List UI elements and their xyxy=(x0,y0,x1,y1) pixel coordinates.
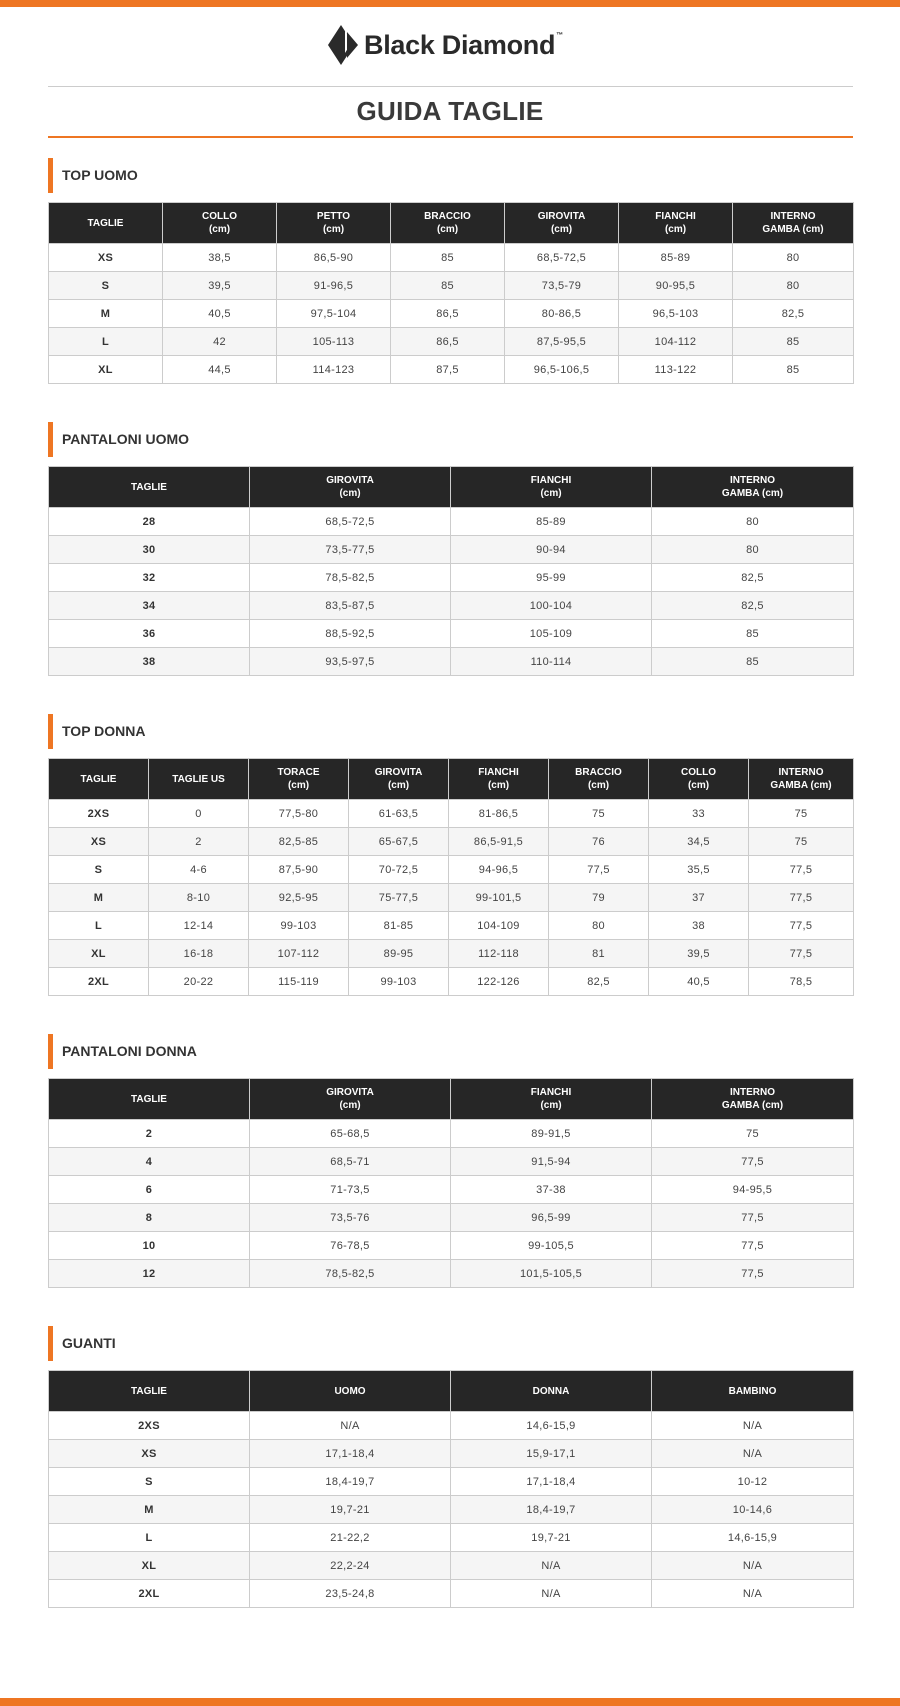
value-cell: 73,5-76 xyxy=(250,1204,451,1232)
table-row xyxy=(49,1232,854,1260)
table-row xyxy=(49,356,854,384)
value-cell: 90-95,5 xyxy=(619,272,733,300)
column-header xyxy=(49,1079,250,1120)
table-row xyxy=(49,1496,854,1524)
column-header-label: TORACE xyxy=(277,767,320,778)
column-header-label: GIROVITA xyxy=(326,475,374,486)
column-header xyxy=(619,203,733,244)
column-header xyxy=(505,203,619,244)
size-cell: S xyxy=(49,856,149,884)
column-header xyxy=(250,467,451,508)
column-header-label: FIANCHI xyxy=(655,211,696,222)
value-cell: 99-101,5 xyxy=(449,884,549,912)
value-cell: 78,5-82,5 xyxy=(250,564,451,592)
value-cell: 80 xyxy=(652,536,854,564)
size-cell: M xyxy=(49,300,163,328)
value-cell: 101,5-105,5 xyxy=(451,1260,652,1288)
column-header-label: BRACCIO xyxy=(575,767,622,778)
value-cell: 95-99 xyxy=(451,564,652,592)
size-table-guanti xyxy=(48,1370,854,1608)
brand-logo xyxy=(328,24,563,66)
column-header-unit: (cm) xyxy=(322,224,345,235)
table-row xyxy=(49,592,854,620)
table-row xyxy=(49,1468,854,1496)
value-cell: 73,5-79 xyxy=(505,272,619,300)
value-cell: 81 xyxy=(549,940,649,968)
column-header-unit: GAMBA (cm) xyxy=(762,224,824,235)
value-cell: 105-113 xyxy=(277,328,391,356)
value-cell: 14,6-15,9 xyxy=(652,1524,854,1552)
value-cell: N/A xyxy=(652,1580,854,1608)
column-header-unit: (cm) xyxy=(540,1100,562,1111)
column-header-label: FIANCHI xyxy=(478,767,519,778)
value-cell: N/A xyxy=(451,1580,652,1608)
size-cell: M xyxy=(49,1496,250,1524)
value-cell: 23,5-24,8 xyxy=(250,1580,451,1608)
value-cell: 107-112 xyxy=(249,940,349,968)
column-header xyxy=(652,467,854,508)
table-row xyxy=(49,912,854,940)
size-cell: 34 xyxy=(49,592,250,620)
size-cell: S xyxy=(49,1468,250,1496)
value-cell: N/A xyxy=(652,1440,854,1468)
table-row xyxy=(49,648,854,676)
column-header-label: DONNA xyxy=(532,1385,570,1397)
value-cell: N/A xyxy=(250,1412,451,1440)
top-accent-bar xyxy=(0,0,900,7)
value-cell: 4-6 xyxy=(149,856,249,884)
table-row xyxy=(49,536,854,564)
column-header-label: FIANCHI xyxy=(530,1087,572,1098)
value-cell: 77,5 xyxy=(652,1204,854,1232)
section-title-pantaloni-donna: PANTALONI DONNA xyxy=(48,1034,197,1069)
value-cell: 96,5-103 xyxy=(619,300,733,328)
title-underline xyxy=(48,136,853,138)
value-cell: 73,5-77,5 xyxy=(250,536,451,564)
value-cell: 77,5 xyxy=(652,1260,854,1288)
value-cell: 68,5-72,5 xyxy=(250,508,451,536)
column-header-unit: (cm) xyxy=(587,780,610,791)
value-cell: 33 xyxy=(649,800,749,828)
value-cell: N/A xyxy=(652,1412,854,1440)
value-cell: 122-126 xyxy=(449,968,549,996)
value-cell: 17,1-18,4 xyxy=(250,1440,451,1468)
value-cell: 75 xyxy=(652,1120,854,1148)
section-title-top-donna: TOP DONNA xyxy=(48,714,146,749)
value-cell: 113-122 xyxy=(619,356,733,384)
column-header xyxy=(649,759,749,800)
value-cell: N/A xyxy=(451,1552,652,1580)
value-cell: 97,5-104 xyxy=(277,300,391,328)
column-header-unit: (cm) xyxy=(287,780,310,791)
column-header xyxy=(249,759,349,800)
table-row xyxy=(49,940,854,968)
value-cell: 115-119 xyxy=(249,968,349,996)
diamond-logo-icon xyxy=(328,25,358,65)
column-header-label: GIROVITA xyxy=(537,211,586,222)
value-cell: 35,5 xyxy=(649,856,749,884)
column-header-unit: (cm) xyxy=(339,1100,361,1111)
table-row xyxy=(49,1412,854,1440)
size-cell: XS xyxy=(49,1440,250,1468)
value-cell: 76 xyxy=(549,828,649,856)
column-header xyxy=(49,1371,250,1412)
column-header-unit: GAMBA (cm) xyxy=(721,488,784,499)
size-table-pantaloni-donna xyxy=(48,1078,854,1288)
column-header xyxy=(163,203,277,244)
value-cell: 80 xyxy=(733,244,854,272)
header-divider xyxy=(48,86,853,87)
value-cell: 83,5-87,5 xyxy=(250,592,451,620)
table-header-row xyxy=(49,467,854,508)
column-header xyxy=(549,759,649,800)
column-header-label: BAMBINO xyxy=(728,1385,777,1397)
column-header-unit: (cm) xyxy=(687,780,710,791)
size-cell: M xyxy=(49,884,149,912)
size-cell: 30 xyxy=(49,536,250,564)
value-cell: 40,5 xyxy=(163,300,277,328)
value-cell: 39,5 xyxy=(649,940,749,968)
column-header xyxy=(49,759,149,800)
value-cell: 99-105,5 xyxy=(451,1232,652,1260)
value-cell: 19,7-21 xyxy=(451,1524,652,1552)
value-cell: 85 xyxy=(733,356,854,384)
value-cell: 44,5 xyxy=(163,356,277,384)
value-cell: 75 xyxy=(749,828,854,856)
value-cell: 71-73,5 xyxy=(250,1176,451,1204)
column-header xyxy=(250,1371,451,1412)
value-cell: 77,5 xyxy=(749,940,854,968)
value-cell: 93,5-97,5 xyxy=(250,648,451,676)
value-cell: N/A xyxy=(652,1552,854,1580)
column-header xyxy=(733,203,854,244)
value-cell: 85 xyxy=(391,244,505,272)
value-cell: 91,5-94 xyxy=(451,1148,652,1176)
value-cell: 10-14,6 xyxy=(652,1496,854,1524)
column-header xyxy=(250,1079,451,1120)
table-row xyxy=(49,856,854,884)
column-header-label: INTERNO xyxy=(730,475,775,486)
value-cell: 94-95,5 xyxy=(652,1176,854,1204)
column-header-unit: (cm) xyxy=(550,224,573,235)
column-header-label: COLLO xyxy=(681,767,716,778)
value-cell: 65-68,5 xyxy=(250,1120,451,1148)
value-cell: 0 xyxy=(149,800,249,828)
value-cell: 37-38 xyxy=(451,1176,652,1204)
table-row xyxy=(49,1552,854,1580)
value-cell: 104-112 xyxy=(619,328,733,356)
table-header-row xyxy=(49,759,854,800)
value-cell: 104-109 xyxy=(449,912,549,940)
size-cell: 36 xyxy=(49,620,250,648)
value-cell: 96,5-99 xyxy=(451,1204,652,1232)
value-cell: 91-96,5 xyxy=(277,272,391,300)
column-header xyxy=(451,1079,652,1120)
size-cell: L xyxy=(49,328,163,356)
value-cell: 80 xyxy=(652,508,854,536)
column-header-label: BRACCIO xyxy=(424,211,471,222)
value-cell: 85 xyxy=(652,648,854,676)
column-header-label: FIANCHI xyxy=(530,475,572,486)
value-cell: 96,5-106,5 xyxy=(505,356,619,384)
section-title-pantaloni-uomo: PANTALONI UOMO xyxy=(48,422,189,457)
column-header-label: TAGLIE xyxy=(131,1385,167,1397)
value-cell: 12-14 xyxy=(149,912,249,940)
value-cell: 77,5-80 xyxy=(249,800,349,828)
value-cell: 75-77,5 xyxy=(349,884,449,912)
size-cell: XL xyxy=(49,940,149,968)
value-cell: 82,5-85 xyxy=(249,828,349,856)
table-row xyxy=(49,828,854,856)
value-cell: 16-18 xyxy=(149,940,249,968)
size-cell: 2XL xyxy=(49,1580,250,1608)
value-cell: 39,5 xyxy=(163,272,277,300)
column-header-unit: (cm) xyxy=(664,224,687,235)
value-cell: 77,5 xyxy=(652,1232,854,1260)
column-header xyxy=(749,759,854,800)
value-cell: 37 xyxy=(649,884,749,912)
column-header-unit: (cm) xyxy=(436,224,459,235)
value-cell: 92,5-95 xyxy=(249,884,349,912)
value-cell: 85 xyxy=(652,620,854,648)
value-cell: 38,5 xyxy=(163,244,277,272)
column-header-unit: (cm) xyxy=(387,780,410,791)
table-header-row xyxy=(49,1079,854,1120)
value-cell: 17,1-18,4 xyxy=(451,1468,652,1496)
column-header xyxy=(451,1371,652,1412)
column-header-label: TAGLIE US xyxy=(172,773,225,785)
table-header-row xyxy=(49,1371,854,1412)
value-cell: 18,4-19,7 xyxy=(250,1468,451,1496)
value-cell: 76-78,5 xyxy=(250,1232,451,1260)
column-header-label: PETTO xyxy=(316,211,351,222)
value-cell: 112-118 xyxy=(449,940,549,968)
column-header-unit: (cm) xyxy=(208,224,231,235)
section-title-top-uomo: TOP UOMO xyxy=(48,158,138,193)
value-cell: 18,4-19,7 xyxy=(451,1496,652,1524)
value-cell: 114-123 xyxy=(277,356,391,384)
value-cell: 78,5-82,5 xyxy=(250,1260,451,1288)
value-cell: 15,9-17,1 xyxy=(451,1440,652,1468)
value-cell: 86,5-91,5 xyxy=(449,828,549,856)
value-cell: 78,5 xyxy=(749,968,854,996)
column-header-unit: (cm) xyxy=(540,488,562,499)
size-cell: 10 xyxy=(49,1232,250,1260)
value-cell: 8-10 xyxy=(149,884,249,912)
value-cell: 82,5 xyxy=(652,564,854,592)
table-row xyxy=(49,1524,854,1552)
column-header-unit: (cm) xyxy=(339,488,361,499)
value-cell: 110-114 xyxy=(451,648,652,676)
value-cell: 20-22 xyxy=(149,968,249,996)
table-header-row xyxy=(49,203,854,244)
value-cell: 89-91,5 xyxy=(451,1120,652,1148)
column-header xyxy=(451,467,652,508)
table-row xyxy=(49,508,854,536)
column-header xyxy=(449,759,549,800)
value-cell: 86,5 xyxy=(391,300,505,328)
size-cell: XS xyxy=(49,828,149,856)
value-cell: 90-94 xyxy=(451,536,652,564)
table-row xyxy=(49,328,854,356)
value-cell: 68,5-72,5 xyxy=(505,244,619,272)
column-header-label: INTERNO xyxy=(770,211,816,222)
column-header-label: COLLO xyxy=(202,211,237,222)
value-cell: 77,5 xyxy=(549,856,649,884)
size-cell: 8 xyxy=(49,1204,250,1232)
value-cell: 77,5 xyxy=(749,884,854,912)
value-cell: 77,5 xyxy=(652,1148,854,1176)
value-cell: 85-89 xyxy=(619,244,733,272)
value-cell: 85-89 xyxy=(451,508,652,536)
table-row xyxy=(49,300,854,328)
value-cell: 42 xyxy=(163,328,277,356)
value-cell: 68,5-71 xyxy=(250,1148,451,1176)
value-cell: 87,5 xyxy=(391,356,505,384)
value-cell: 77,5 xyxy=(749,912,854,940)
column-header-label: INTERNO xyxy=(730,1087,775,1098)
table-row xyxy=(49,1176,854,1204)
column-header-unit: GAMBA (cm) xyxy=(770,780,832,791)
value-cell: 75 xyxy=(749,800,854,828)
column-header-unit: (cm) xyxy=(487,780,510,791)
value-cell: 80 xyxy=(549,912,649,940)
value-cell: 85 xyxy=(733,328,854,356)
size-cell: 2XS xyxy=(49,800,149,828)
value-cell: 81-85 xyxy=(349,912,449,940)
value-cell: 82,5 xyxy=(733,300,854,328)
column-header xyxy=(391,203,505,244)
value-cell: 22,2-24 xyxy=(250,1552,451,1580)
size-cell: XL xyxy=(49,356,163,384)
size-table-top-uomo xyxy=(48,202,854,384)
column-header xyxy=(652,1371,854,1412)
value-cell: 105-109 xyxy=(451,620,652,648)
value-cell: 40,5 xyxy=(649,968,749,996)
size-cell: 32 xyxy=(49,564,250,592)
value-cell: 34,5 xyxy=(649,828,749,856)
table-row xyxy=(49,968,854,996)
value-cell: 38 xyxy=(649,912,749,940)
column-header-label: GIROVITA xyxy=(326,1087,374,1098)
table-row xyxy=(49,1260,854,1288)
table-row xyxy=(49,1204,854,1232)
column-header-label: GIROVITA xyxy=(374,767,423,778)
value-cell: 14,6-15,9 xyxy=(451,1412,652,1440)
column-header xyxy=(277,203,391,244)
column-header-label: TAGLIE xyxy=(80,773,117,785)
value-cell: 99-103 xyxy=(349,968,449,996)
table-row xyxy=(49,1580,854,1608)
size-cell: L xyxy=(49,912,149,940)
page-title: GUIDA TAGLIE xyxy=(356,96,544,126)
value-cell: 80-86,5 xyxy=(505,300,619,328)
size-table-pantaloni-uomo xyxy=(48,466,854,676)
value-cell: 81-86,5 xyxy=(449,800,549,828)
value-cell: 94-96,5 xyxy=(449,856,549,884)
value-cell: 100-104 xyxy=(451,592,652,620)
value-cell: 10-12 xyxy=(652,1468,854,1496)
value-cell: 85 xyxy=(391,272,505,300)
table-row xyxy=(49,620,854,648)
column-header xyxy=(349,759,449,800)
brand-trademark: ™ xyxy=(556,32,564,39)
value-cell: 86,5 xyxy=(391,328,505,356)
table-row xyxy=(49,800,854,828)
value-cell: 77,5 xyxy=(749,856,854,884)
size-cell: 2XS xyxy=(49,1412,250,1440)
value-cell: 82,5 xyxy=(652,592,854,620)
table-row xyxy=(49,1440,854,1468)
column-header-label: TAGLIE xyxy=(87,217,124,229)
table-row xyxy=(49,564,854,592)
brand-name: Black Diamond xyxy=(364,29,556,60)
value-cell: 88,5-92,5 xyxy=(250,620,451,648)
column-header-unit: GAMBA (cm) xyxy=(721,1100,784,1111)
value-cell: 89-95 xyxy=(349,940,449,968)
value-cell: 87,5-95,5 xyxy=(505,328,619,356)
column-header xyxy=(149,759,249,800)
value-cell: 79 xyxy=(549,884,649,912)
size-cell: 38 xyxy=(49,648,250,676)
size-cell: 6 xyxy=(49,1176,250,1204)
value-cell: 82,5 xyxy=(549,968,649,996)
value-cell: 65-67,5 xyxy=(349,828,449,856)
table-row xyxy=(49,884,854,912)
table-row xyxy=(49,1120,854,1148)
table-row xyxy=(49,244,854,272)
value-cell: 21-22,2 xyxy=(250,1524,451,1552)
size-cell: 12 xyxy=(49,1260,250,1288)
section-title-guanti: GUANTI xyxy=(48,1326,116,1361)
value-cell: 61-63,5 xyxy=(349,800,449,828)
value-cell: 2 xyxy=(149,828,249,856)
value-cell: 86,5-90 xyxy=(277,244,391,272)
size-table-top-donna xyxy=(48,758,854,996)
value-cell: 19,7-21 xyxy=(250,1496,451,1524)
value-cell: 87,5-90 xyxy=(249,856,349,884)
size-cell: 2XL xyxy=(49,968,149,996)
column-header-label: TAGLIE xyxy=(131,1093,167,1105)
column-header xyxy=(49,467,250,508)
table-row xyxy=(49,272,854,300)
size-cell: S xyxy=(49,272,163,300)
size-cell: 28 xyxy=(49,508,250,536)
size-cell: XS xyxy=(49,244,163,272)
bottom-accent-bar xyxy=(0,1698,900,1706)
column-header-label: UOMO xyxy=(334,1385,366,1397)
size-cell: XL xyxy=(49,1552,250,1580)
value-cell: 75 xyxy=(549,800,649,828)
column-header xyxy=(49,203,163,244)
column-header xyxy=(652,1079,854,1120)
column-header-label: TAGLIE xyxy=(131,481,167,493)
value-cell: 99-103 xyxy=(249,912,349,940)
size-cell: 2 xyxy=(49,1120,250,1148)
table-row xyxy=(49,1148,854,1176)
value-cell: 80 xyxy=(733,272,854,300)
column-header-label: INTERNO xyxy=(778,767,824,778)
size-cell: L xyxy=(49,1524,250,1552)
size-cell: 4 xyxy=(49,1148,250,1176)
value-cell: 70-72,5 xyxy=(349,856,449,884)
